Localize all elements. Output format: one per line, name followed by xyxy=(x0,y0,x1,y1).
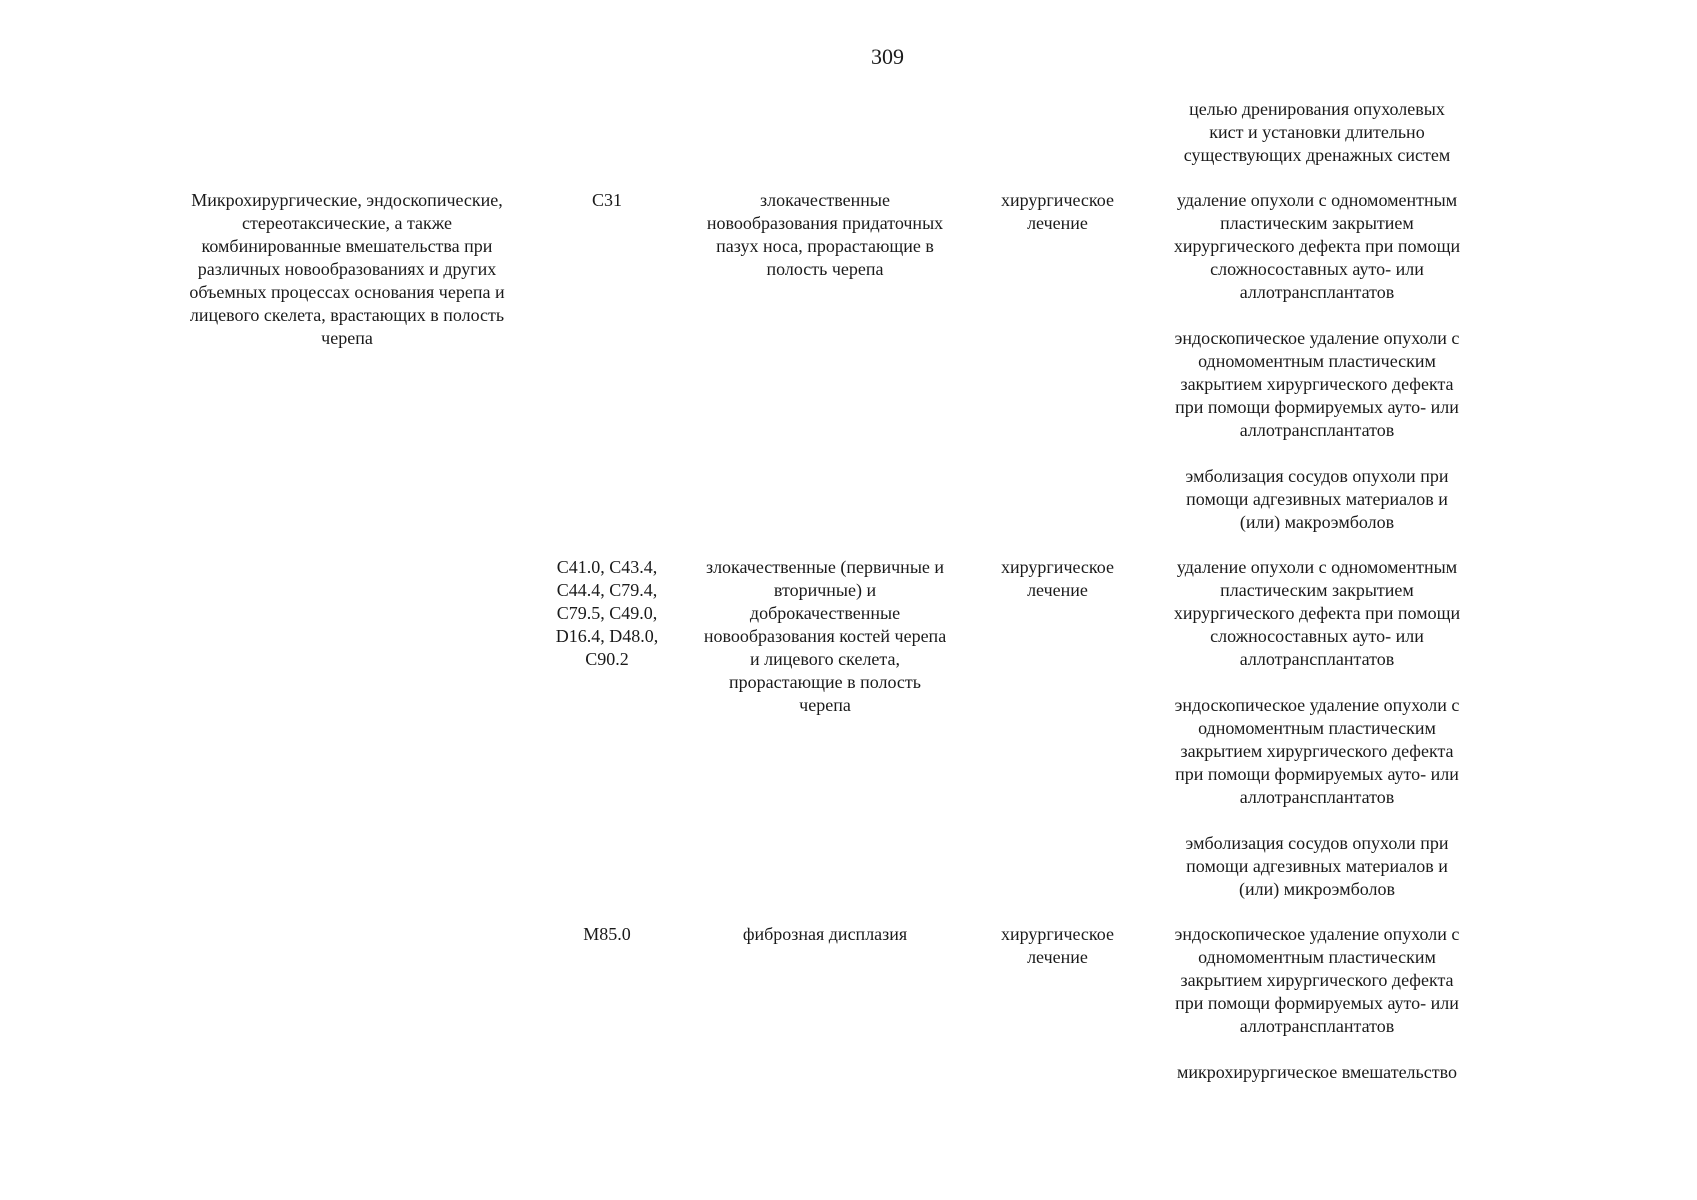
row-3-method-2: микрохирургическое вмешательство xyxy=(1177,1062,1457,1082)
row-3-method-1: эндоскопическое удаление опухоли с одномоментным пластическим закрытием хирургического дефекта при помощи формируемых ауто- или аллотрансплантатов xyxy=(1174,924,1460,1036)
row-2-treatment: хирургическое лечение xyxy=(1001,557,1114,600)
row-2-method-2: эндоскопическое удаление опухоли с одномоментным пластическим закрытием хирургического дефекта при помощи формируемых ауто- или аллотрансплантатов xyxy=(1174,695,1460,807)
row-2-model: злокачественные (первичные и вторичные) и доброкачественные новообразования костей черепа и лицевого скелета, прорастающие в полость черепа xyxy=(703,557,947,715)
row-1-method-2: эндоскопическое удаление опухоли с одномоментным пластическим закрытием хирургического дефекта при помощи формируемых ауто- или аллотрансплантатов xyxy=(1174,328,1460,440)
row-3-model: фиброзная дисплазия xyxy=(742,924,908,944)
intervention-group-name: Микрохирургические, эндоскопические, стереотаксические, а также комбинированные вмешательства при различных новообразованиях и других объемных процессах основания черепа и лицевого скелета, врастающих в полость черепа xyxy=(189,190,505,348)
row-2-method-3: эмболизация сосудов опухоли при помощи адгезивных материалов и (или) микроэмболов xyxy=(1185,833,1449,899)
row-2-method-1: удаление опухоли с одномоментным пластическим закрытием хирургического дефекта при помощи сложносоставных ауто- или аллотрансплантатов xyxy=(1173,557,1461,669)
row-1-codes: C31 xyxy=(591,190,622,210)
row-1-treatment: хирургическое лечение xyxy=(1001,190,1114,233)
method-continuation: целью дренирования опухолевых кист и установки длительно существующих дренажных систем xyxy=(1183,99,1451,165)
row-3-treatment: хирургическое лечение xyxy=(1001,924,1114,967)
row-1-model: злокачественные новообразования придаточных пазух носа, прорастающие в полость черепа xyxy=(706,190,944,279)
row-1-method-1: удаление опухоли с одномоментным пластическим закрытием хирургического дефекта при помощи сложносоставных ауто- или аллотрансплантатов xyxy=(1173,190,1461,302)
row-1-method-3: эмболизация сосудов опухоли при помощи адгезивных материалов и (или) макроэмболов xyxy=(1185,466,1449,532)
page-number: 309 xyxy=(871,44,904,69)
row-3-codes: M85.0 xyxy=(583,924,631,944)
row-2-codes: C41.0, C43.4, C44.4, C79.4, C79.5, C49.0, D16.4, D48.0, C90.2 xyxy=(555,557,659,669)
